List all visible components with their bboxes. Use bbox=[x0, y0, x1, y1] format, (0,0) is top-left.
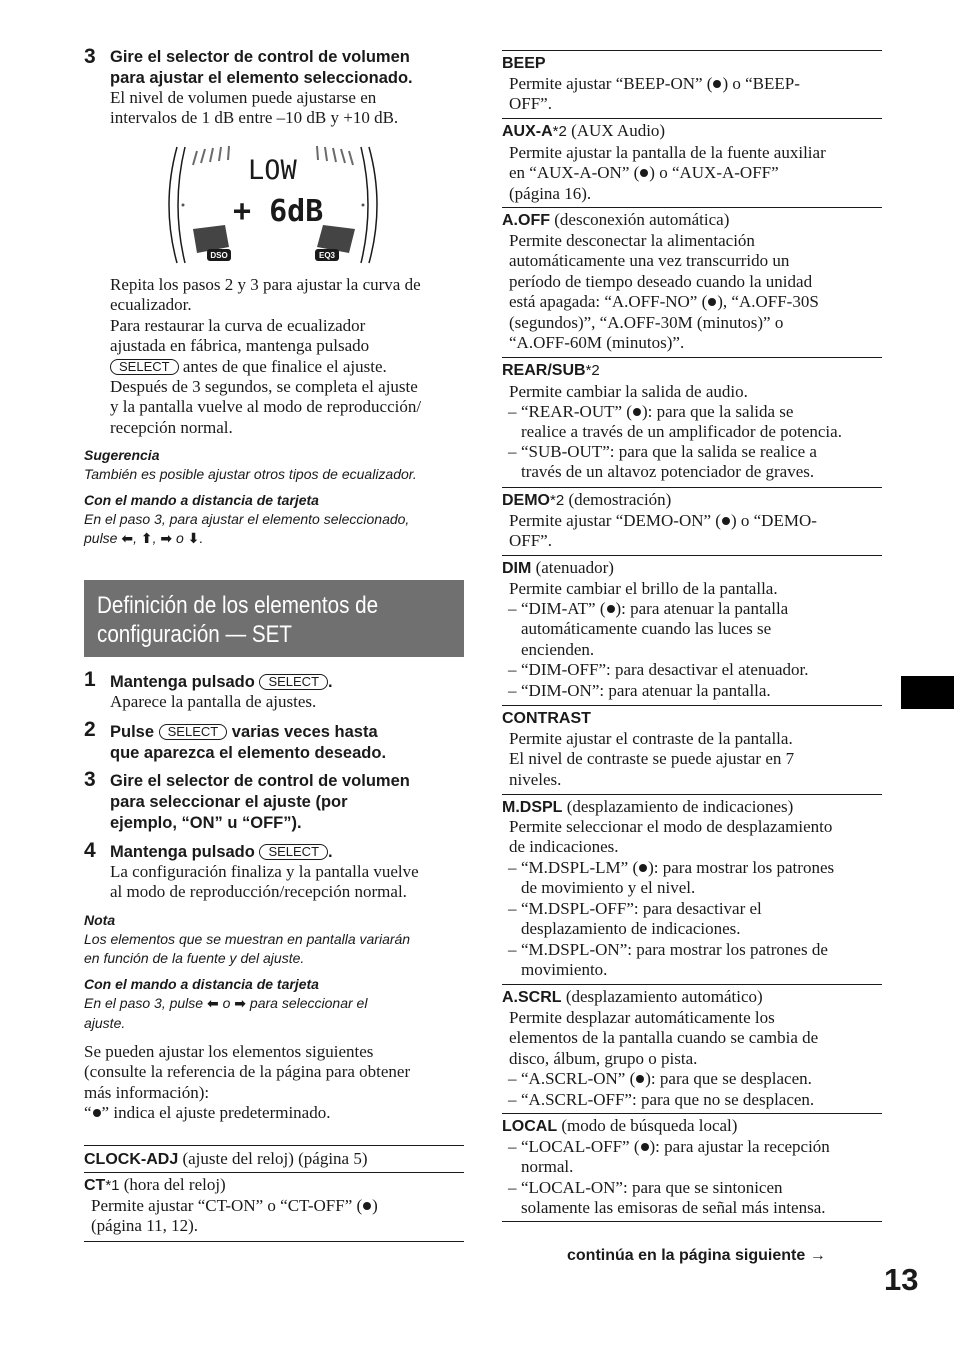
entry-local-body: “LOCAL-OFF” ( ): para ajustar la recepción normal. bbox=[521, 1137, 830, 1177]
remote-heading: Con el mando a distancia de tarjeta bbox=[84, 492, 319, 508]
entry-m-dspl: M.DSPL (desplazamiento de indicaciones) bbox=[502, 797, 794, 816]
entry-m-dspl-body: Permite seleccionar el modo de desplazamiento de indicaciones. bbox=[509, 817, 833, 857]
divider bbox=[502, 1113, 882, 1114]
default-dot-icon bbox=[713, 80, 721, 88]
divider bbox=[84, 1172, 464, 1173]
divider bbox=[502, 357, 882, 358]
down-arrow-icon: ⬇ bbox=[187, 530, 200, 547]
default-dot-icon bbox=[639, 864, 647, 872]
section-tab-marker bbox=[901, 676, 954, 709]
default-dot-icon bbox=[607, 605, 615, 613]
default-dot-icon bbox=[641, 1143, 649, 1151]
step-body: Aparece la pantalla de ajustes. bbox=[110, 692, 317, 711]
step-heading: Mantenga pulsado SELECT . bbox=[110, 673, 333, 691]
right-arrow-icon: ➡ bbox=[234, 996, 247, 1012]
divider bbox=[502, 1221, 882, 1222]
step-number: 1 bbox=[84, 668, 96, 691]
divider bbox=[502, 487, 882, 488]
left-arrow-icon: ⬅ bbox=[121, 530, 134, 547]
step-number: 3 bbox=[84, 45, 96, 68]
section-title-line-1: Definición de los elementos de bbox=[97, 592, 379, 619]
entry-beep-body: Permite ajustar “BEEP-ON” ( ) o “BEEP- OFF”. bbox=[509, 74, 800, 114]
note-heading: Nota bbox=[84, 912, 116, 928]
default-dot-icon bbox=[93, 1109, 101, 1117]
entry-contrast-body: Permite ajustar el contraste de la pantalla. El nivel de contraste se puede ajustar en 7 niveles. bbox=[509, 729, 795, 789]
default-dot-icon bbox=[722, 517, 730, 525]
divider bbox=[502, 50, 882, 51]
divider bbox=[502, 794, 882, 795]
repeat-paragraph: Repita los pasos 2 y 3 para ajustar la curva de ecualizador. Para restaurar la curva de ecualizador ajustada en fábrica, mantenga pulsado SELECT antes de que finalice el ajuste. Después de 3 segundos, se completa el ajuste y la pantalla vuelve al modo de reproducción/ recepción normal. bbox=[110, 275, 422, 437]
dso-badge: DSO bbox=[210, 251, 228, 260]
entry-a-off-body: Permite desconectar la alimentación automáticamente una vez transcurrido un período de tiempo deseado cuando la unidad está apagada: “A.OFF-NO” ( ), “A.OFF-30S (segundos)”, “A.OFF-30M (minutos)” o “A.OFF-60M (minutos)”. bbox=[509, 231, 819, 353]
tip-body: También es posible ajustar otros tipos de ecualizador. bbox=[84, 466, 417, 482]
divider bbox=[502, 118, 882, 119]
section-banner bbox=[84, 580, 464, 657]
select-button-label: SELECT bbox=[159, 724, 228, 740]
remote-body: En el paso 3, para ajustar el elemento seleccionado, pulse ⬅, ⬆, ➡ o ⬇. bbox=[84, 511, 410, 547]
lcd-line-2: + 6dB bbox=[233, 194, 324, 229]
intro-paragraph: Se pueden ajustar los elementos siguientes (consulte la referencia de la página para obtener más información): “ ” indica el ajuste predeterminado. bbox=[84, 1042, 411, 1123]
entry-rear-sub-body: Permite cambiar la salida de audio. bbox=[509, 382, 748, 401]
entry-local: LOCAL (modo de búsqueda local) bbox=[502, 1116, 738, 1135]
default-dot-icon bbox=[636, 1075, 644, 1083]
tip-heading: Sugerencia bbox=[84, 447, 160, 463]
entry-demo-body: Permite ajustar “DEMO-ON” ( ) o “DEMO- OFF”. bbox=[509, 511, 817, 551]
page-number: 13 bbox=[884, 1262, 919, 1297]
entry-rear-sub: REAR/SUB*2 bbox=[502, 362, 600, 379]
default-dot-icon bbox=[633, 408, 641, 416]
entry-contrast: CONTRAST bbox=[502, 710, 591, 727]
remote-heading: Con el mando a distancia de tarjeta bbox=[84, 976, 319, 992]
divider bbox=[502, 984, 882, 985]
right-arrow-icon: ➡ bbox=[160, 530, 173, 547]
divider bbox=[502, 207, 882, 208]
step-body: El nivel de volumen puede ajustarse en intervalos de 1 dB entre –10 dB y +10 dB. bbox=[110, 88, 399, 128]
eq3-badge: EQ3 bbox=[318, 251, 336, 260]
entry-a-scrl-body: Permite desplazar automáticamente los elementos de la pantalla cuando se cambia de disco, álbum, grupo o pista. bbox=[509, 1008, 819, 1068]
divider bbox=[502, 705, 882, 706]
entry-dim: DIM (atenuador) bbox=[502, 558, 614, 577]
entry-ct: CT*1 (hora del reloj) bbox=[84, 1175, 226, 1194]
default-dot-icon bbox=[363, 1202, 371, 1210]
step-heading: Pulse SELECT varias veces hasta que aparezca el elemento deseado. bbox=[110, 723, 387, 762]
remote-body: En el paso 3, pulse ⬅ o ➡ para seleccionar el ajuste. bbox=[84, 995, 368, 1031]
entry-a-scrl: A.SCRL (desplazamiento automático) bbox=[502, 987, 763, 1006]
select-button-label: SELECT bbox=[110, 359, 179, 375]
step-heading: Mantenga pulsado SELECT . bbox=[110, 843, 333, 861]
select-button-label: SELECT bbox=[259, 674, 328, 690]
default-dot-icon bbox=[640, 169, 648, 177]
step-number: 3 bbox=[84, 768, 96, 791]
entry-ct-body: Permite ajustar “CT-ON” o “CT-OFF” ( ) (página 11, 12). bbox=[91, 1196, 378, 1236]
divider bbox=[502, 555, 882, 556]
step-heading: Gire el selector de control de volumen para ajustar el elemento seleccionado. bbox=[110, 48, 413, 87]
entry-aux-a: AUX-A*2 (AUX Audio) bbox=[502, 121, 666, 140]
step-heading: Gire el selector de control de volumen para seleccionar el ajuste (por ejemplo, “ON” u “OFF”). bbox=[110, 772, 410, 832]
step-number: 4 bbox=[84, 839, 96, 862]
continue-note: continúa en la página siguiente → bbox=[567, 1247, 826, 1264]
entry-demo: DEMO*2 (demostración) bbox=[502, 490, 672, 509]
divider bbox=[84, 1241, 464, 1242]
divider bbox=[84, 1145, 464, 1146]
lcd-display-illustration bbox=[163, 143, 383, 267]
entry-aux-a-body: Permite ajustar la pantalla de la fuente auxiliar en “AUX-A-ON” ( ) o “AUX-A-OFF” (página 16). bbox=[509, 143, 826, 203]
entry-dim-body: Permite cambiar el brillo de la pantalla. bbox=[509, 579, 778, 598]
entry-a-off: A.OFF (desconexión automática) bbox=[502, 210, 730, 229]
left-arrow-icon: ⬅ bbox=[206, 996, 219, 1012]
step-body: La configuración finaliza y la pantalla vuelve al modo de reproducción/recepción normal. bbox=[110, 862, 419, 902]
section-title-line-2: configuración — SET bbox=[97, 621, 293, 648]
entry-clock-adj: CLOCK-ADJ (ajuste del reloj) (página 5) bbox=[84, 1149, 368, 1168]
lcd-line-1: LOW bbox=[248, 155, 297, 186]
note-body: Los elementos que se muestran en pantalla variarán en función de la fuente y del ajuste. bbox=[84, 931, 411, 966]
select-button-label: SELECT bbox=[259, 844, 328, 860]
up-arrow-icon: ⬆ bbox=[140, 530, 153, 547]
entry-beep: BEEP bbox=[502, 55, 546, 72]
step-number: 2 bbox=[84, 718, 96, 741]
default-dot-icon bbox=[708, 298, 716, 306]
